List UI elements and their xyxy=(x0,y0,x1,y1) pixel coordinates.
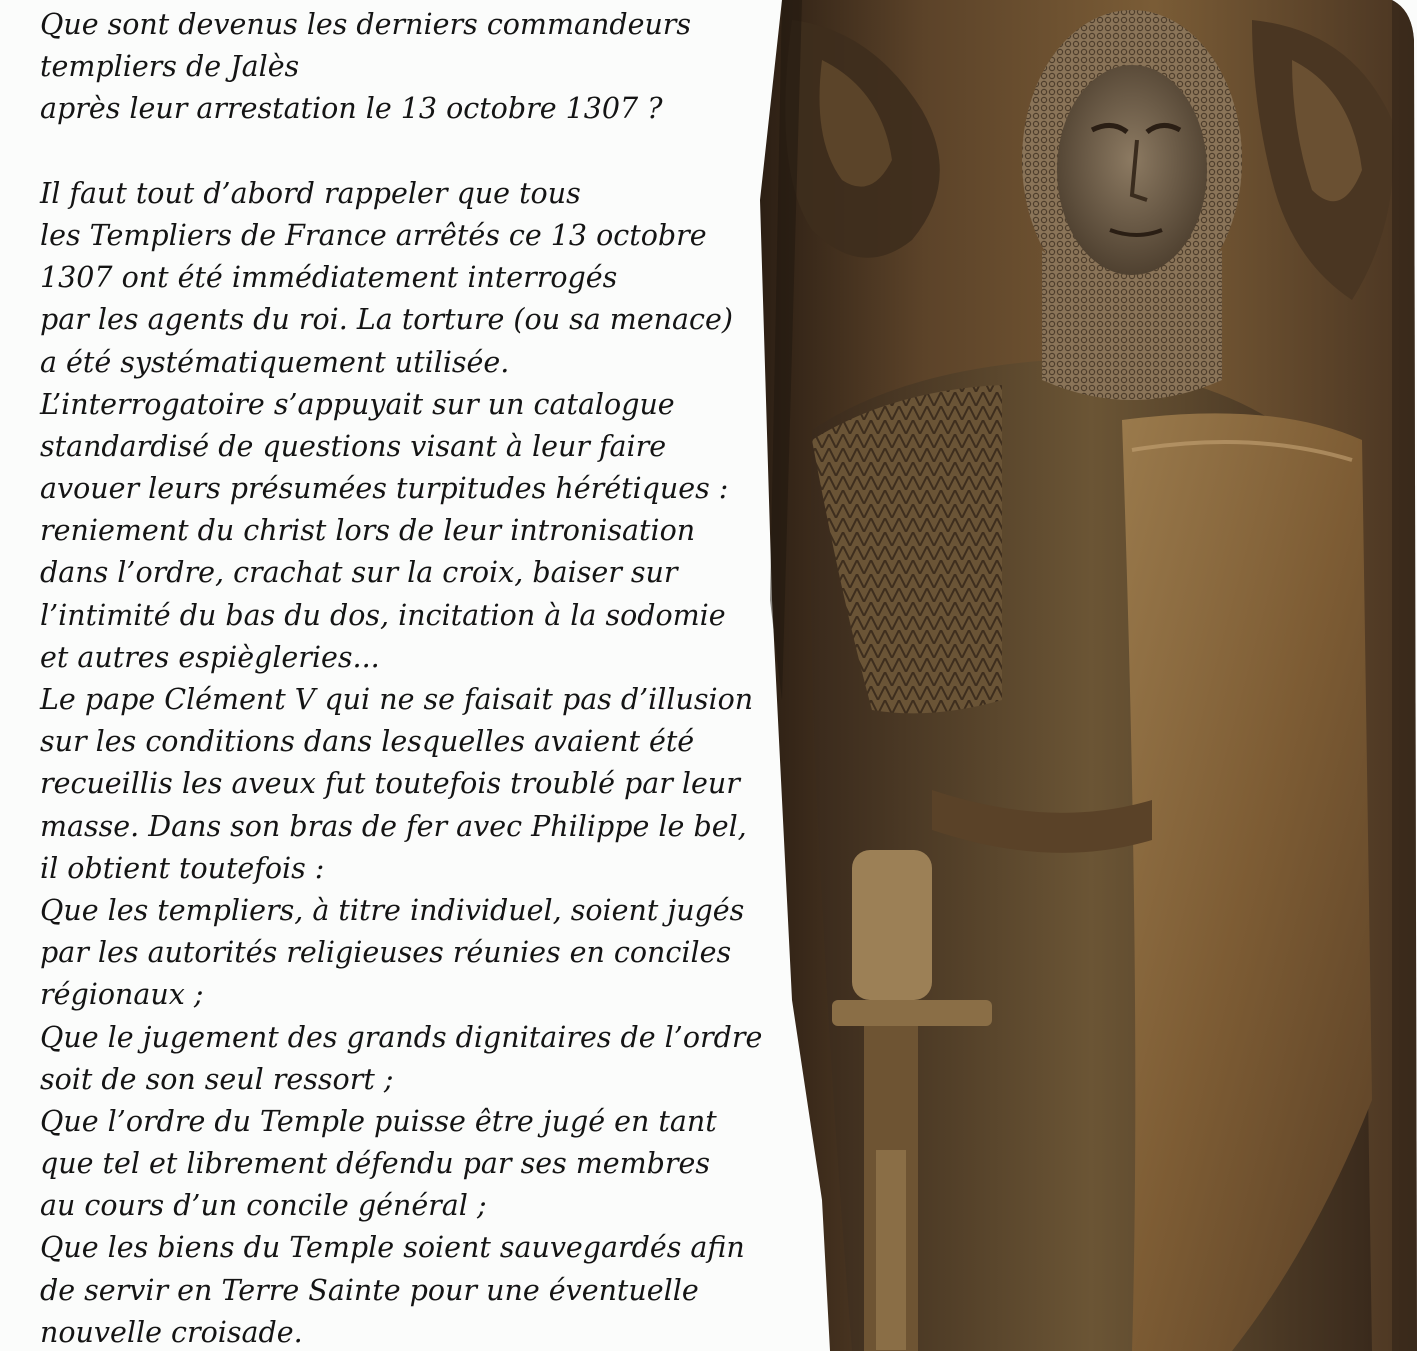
body-line: standardisé de questions visant à leur faire xyxy=(40,429,667,463)
body-line: nouvelle croisade. xyxy=(40,1315,303,1349)
body-line: a été systématiquement utilisée. xyxy=(40,345,510,379)
sword-hilt xyxy=(852,850,932,1000)
body-line: sur les conditions dans lesquelles avaient été xyxy=(40,725,695,759)
body-line: Il faut tout d’abord rappeler que tous xyxy=(40,176,581,210)
title-line: templiers de Jalès xyxy=(40,50,300,84)
body-line: Le pape Clément V qui ne se faisait pas d’illusion xyxy=(40,683,754,716)
body-line: avouer leurs présumées turpitudes hérétiques : xyxy=(40,472,729,506)
body-line: Que les templiers, à titre individuel, soient jugés xyxy=(40,893,745,927)
sword-guard xyxy=(832,1000,992,1026)
body-line: soit de son seul ressort ; xyxy=(40,1062,394,1096)
body-line: recueillis les aveux fut toutefois troublé par leur xyxy=(40,767,740,801)
body-line: il obtient toutefois : xyxy=(40,851,325,885)
body-line: Que les biens du Temple soient sauvegardés afin xyxy=(40,1231,745,1265)
body-line: 1307 ont été immédiatement interrogés xyxy=(40,261,618,295)
body-line: régionaux ; xyxy=(40,978,204,1012)
body-line: les Templiers de France arrêtés ce 13 octobre xyxy=(40,218,707,252)
face xyxy=(1057,65,1207,275)
body-line: et autres espiègleries... xyxy=(40,640,380,674)
title-line: Que sont devenus les derniers commandeurs xyxy=(40,8,692,41)
body-line: masse. Dans son bras de fer avec Philippe le bel, xyxy=(40,809,747,843)
title-line: après leur arrestation le 13 octobre 1307 ? xyxy=(40,92,663,126)
body-line: par les autorités religieuses réunies en conciles xyxy=(40,936,732,970)
body-line: de servir en Terre Sainte pour une éventuelle xyxy=(40,1273,699,1307)
body-line: par les agents du roi. La torture (ou sa menace) xyxy=(40,303,733,337)
body-line: reniement du christ lors de leur intronisation xyxy=(40,514,696,548)
body-line: au cours d’un concile général ; xyxy=(40,1189,487,1223)
body-line: l’intimité du bas du dos, incitation à la sodomie xyxy=(40,598,726,632)
body-line: L’interrogatoire s’appuyait sur un catalogue xyxy=(40,387,675,421)
effigy-illustration xyxy=(752,0,1417,1351)
body-line: Que l’ordre du Temple puisse être jugé en tant xyxy=(40,1104,717,1138)
body-line: dans l’ordre, crachat sur la croix, baiser sur xyxy=(40,556,678,590)
paragraph-gap xyxy=(40,131,800,173)
body-line: Que le jugement des grands dignitaires de l’ordre xyxy=(40,1020,763,1054)
knight-effigy-icon xyxy=(752,0,1417,1351)
body-line: que tel et librement défendu par ses membres xyxy=(40,1147,711,1181)
document-text xyxy=(40,4,800,1351)
